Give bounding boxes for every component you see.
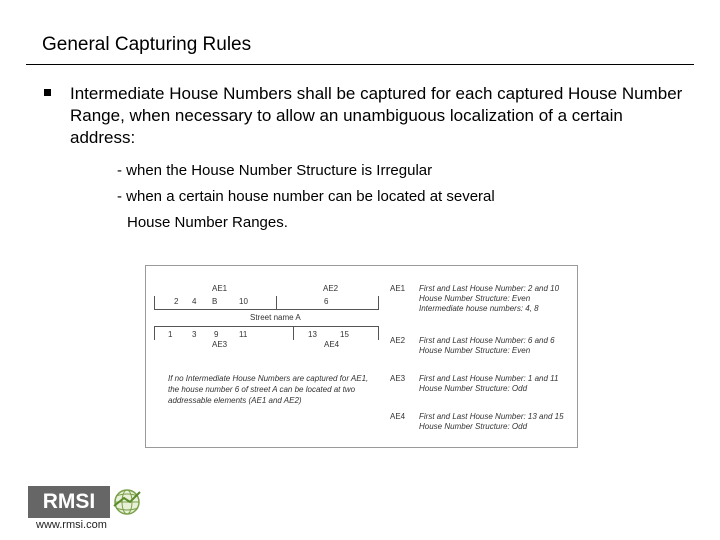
house-number-figure — [145, 265, 578, 448]
figure-label-ae2: AE2 — [323, 284, 339, 293]
range-divider — [276, 296, 277, 310]
ae-detail: House Number Structure: Odd — [419, 384, 528, 393]
figure-label-ae4: AE4 — [324, 340, 340, 349]
ae-detail: First and Last House Number: 1 and 11 — [419, 374, 559, 383]
house-number-top: 10 — [239, 297, 248, 306]
street-edge-top — [154, 309, 379, 310]
house-number-top: B — [212, 297, 218, 306]
ae-detail: House Number Structure: Even — [419, 346, 531, 355]
figure-label-ae1: AE1 — [212, 284, 228, 293]
ae-detail: First and Last House Number: 13 and 15 — [419, 412, 564, 421]
house-number-bottom: 9 — [214, 330, 219, 339]
range-divider — [293, 326, 294, 340]
house-number-bottom: 3 — [192, 330, 197, 339]
globe-icon — [112, 486, 142, 518]
range-divider — [154, 326, 155, 340]
figure-note-line: addressable elements (AE1 and AE2) — [168, 396, 302, 405]
figure-label-ae3: AE3 — [212, 340, 228, 349]
figure-note-line: the house number 6 of street A can be located at two — [168, 385, 356, 394]
sub-point-1: - when the House Number Structure is Irregular — [117, 162, 433, 179]
house-number-top: 6 — [324, 297, 329, 306]
sub-point-2-continued: House Number Ranges. — [127, 214, 288, 231]
house-number-bottom: 13 — [308, 330, 317, 339]
ae-detail: House Number Structure: Odd — [419, 422, 528, 431]
bullet-marker — [44, 89, 51, 96]
range-divider — [378, 326, 379, 340]
street-edge-bottom — [154, 326, 379, 327]
house-number-top: 4 — [192, 297, 197, 306]
ae-id: AE2 — [390, 336, 406, 345]
house-number-bottom: 15 — [340, 330, 349, 339]
ae-id: AE3 — [390, 374, 406, 383]
house-number-top: 2 — [174, 297, 179, 306]
rmsi-logo — [28, 486, 142, 518]
street-name-label: Street name A — [250, 313, 301, 322]
ae-detail: House Number Structure: Even — [419, 294, 531, 303]
sub-point-2: - when a certain house number can be located at several — [117, 188, 495, 205]
range-divider — [378, 296, 379, 310]
ae-id: AE1 — [390, 284, 406, 293]
range-divider — [154, 296, 155, 310]
logo-wordmark: RMSI — [28, 486, 110, 518]
company-url[interactable]: www.rmsi.com — [36, 519, 107, 531]
house-number-bottom: 1 — [168, 330, 173, 339]
slide-title: General Capturing Rules — [42, 34, 252, 55]
bullet-text: Intermediate House Numbers shall be captured for each captured House Number Range, when necessary to allow an unambiguous localization of a certain address: — [70, 84, 683, 147]
house-number-bottom: 11 — [239, 330, 248, 339]
ae-detail: First and Last House Number: 6 and 6 — [419, 336, 555, 345]
title-underline — [26, 64, 694, 65]
ae-detail: First and Last House Number: 2 and 10 — [419, 284, 560, 293]
ae-id: AE4 — [390, 412, 406, 421]
figure-note-line: If no Intermediate House Numbers are captured for AE1, — [168, 374, 369, 383]
ae-detail: Intermediate house numbers: 4, 8 — [419, 304, 539, 313]
